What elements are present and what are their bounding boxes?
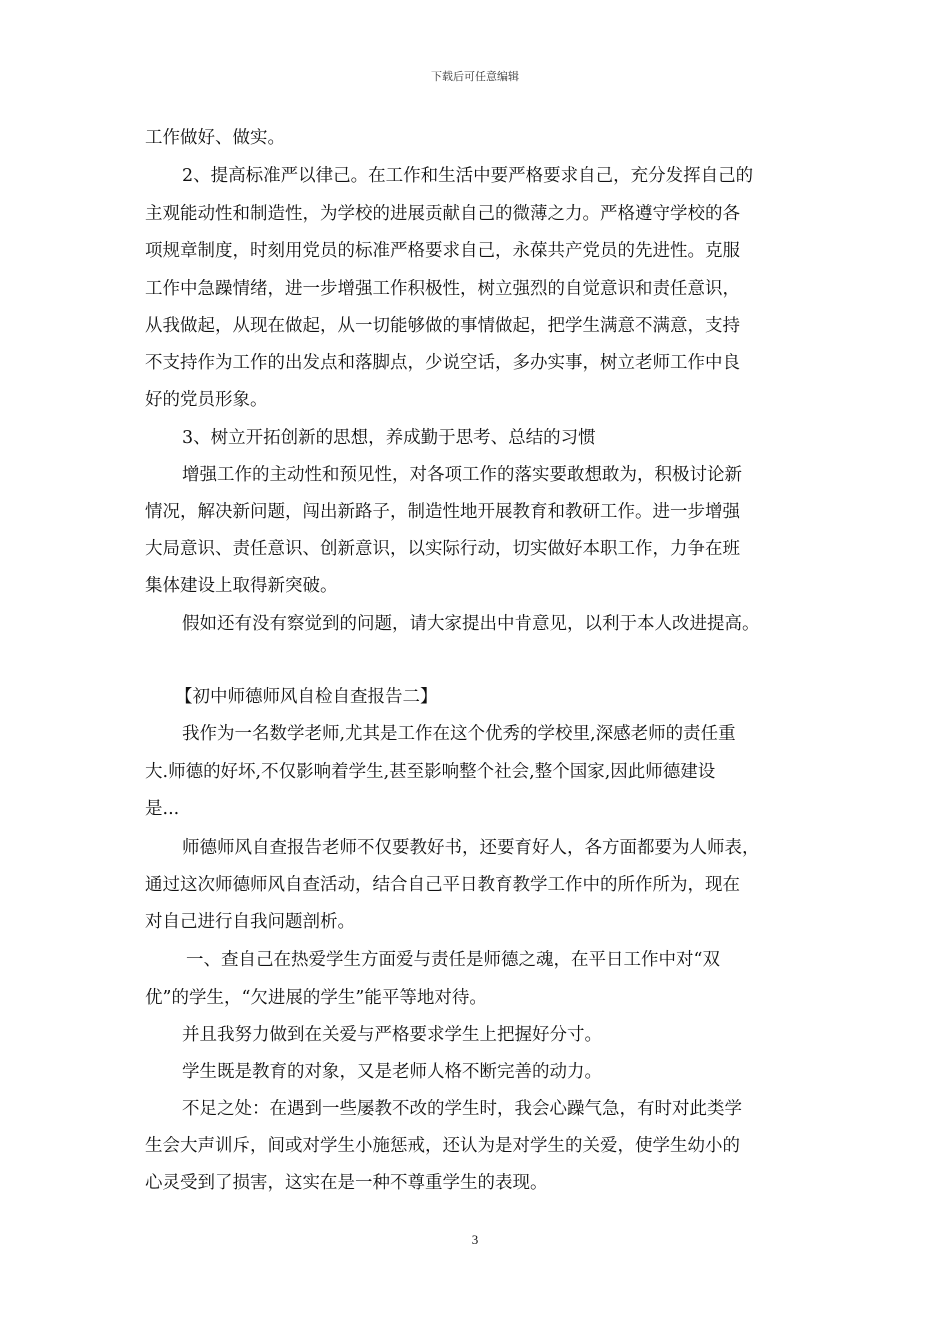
- body-line: 通过这次师德师风自查活动，结合自己平日教育教学工作中的所作所为，现在: [145, 875, 740, 895]
- body-line: 增强工作的主动性和预见性，对各项工作的落实要敢想敢为，积极讨论新: [182, 465, 742, 485]
- body-line: 好的党员形象。: [145, 390, 268, 410]
- body-line: 生会大声训斥，间或对学生小施惩戒，还认为是对学生的关爱，使学生幼小的: [145, 1136, 740, 1156]
- body-line: 不足之处：在遇到一些屡教不改的学生时，我会心躁气急，有时对此类学: [182, 1099, 742, 1119]
- body-line: 并且我努力做到在关爱与严格要求学生上把握好分寸。: [182, 1025, 602, 1045]
- body-line: 从我做起，从现在做起，从一切能够做的事情做起，把学生满意不满意，支持: [145, 316, 740, 336]
- body-line: 工作做好、做实。: [145, 128, 285, 148]
- body-line: 主观能动性和制造性，为学校的进展贡献自己的微薄之力。严格遵守学校的各: [145, 204, 740, 224]
- body-line: 优”的学生，“欠进展的学生”能平等地对待。: [145, 988, 487, 1008]
- body-line: 学生既是教育的对象，又是老师人格不断完善的动力。: [182, 1062, 602, 1082]
- body-line: 心灵受到了损害，这实在是一种不尊重学生的表现。: [145, 1173, 548, 1193]
- body-line: 对自己进行自我问题剖析。: [145, 912, 355, 932]
- body-line: 3、树立开拓创新的思想，养成勤于思考、总结的习惯: [182, 428, 596, 448]
- body-line: 工作中急躁情绪，进一步增强工作积极性，树立强烈的自觉意识和责任意识，: [145, 279, 740, 299]
- body-line: 是...: [145, 799, 180, 819]
- page-header-note: 下载后可任意编辑: [431, 70, 519, 83]
- page-number: 3: [471, 1232, 479, 1247]
- body-line: 不支持作为工作的出发点和落脚点，少说空话，多办实事，树立老师工作中良: [145, 353, 740, 373]
- body-line: 大.师德的好坏,不仅影响着学生,甚至影响整个社会,整个国家,因此师德建设: [145, 762, 716, 782]
- body-line: 情况，解决新问题，闯出新路子，制造性地开展教育和教研工作。进一步增强: [145, 502, 740, 522]
- body-line: 师德师风自查报告老师不仅要教好书，还要育好人，各方面都要为人师表，: [182, 838, 760, 858]
- body-line: 集体建设上取得新突破。: [145, 576, 338, 596]
- body-line: 我作为一名数学老师,尤其是工作在这个优秀的学校里,深感老师的责任重: [182, 724, 736, 744]
- body-line: 项规章制度，时刻用党员的标准严格要求自己，永葆共产党员的先进性。克服: [145, 241, 740, 261]
- body-line: 2、提高标准严以律己。在工作和生活中要严格要求自己，充分发挥自己的: [182, 166, 754, 186]
- body-line: 大局意识、责任意识、创新意识，以实际行动，切实做好本职工作，力争在班: [145, 539, 740, 559]
- section-heading: 【初中师德师风自检自查报告二】: [175, 687, 438, 707]
- body-line: 一、查自己在热爱学生方面爱与责任是师德之魂，在平日工作中对“双: [186, 950, 720, 970]
- body-line: 假如还有没有察觉到的问题，请大家提出中肯意见，以利于本人改进提高。: [182, 614, 760, 634]
